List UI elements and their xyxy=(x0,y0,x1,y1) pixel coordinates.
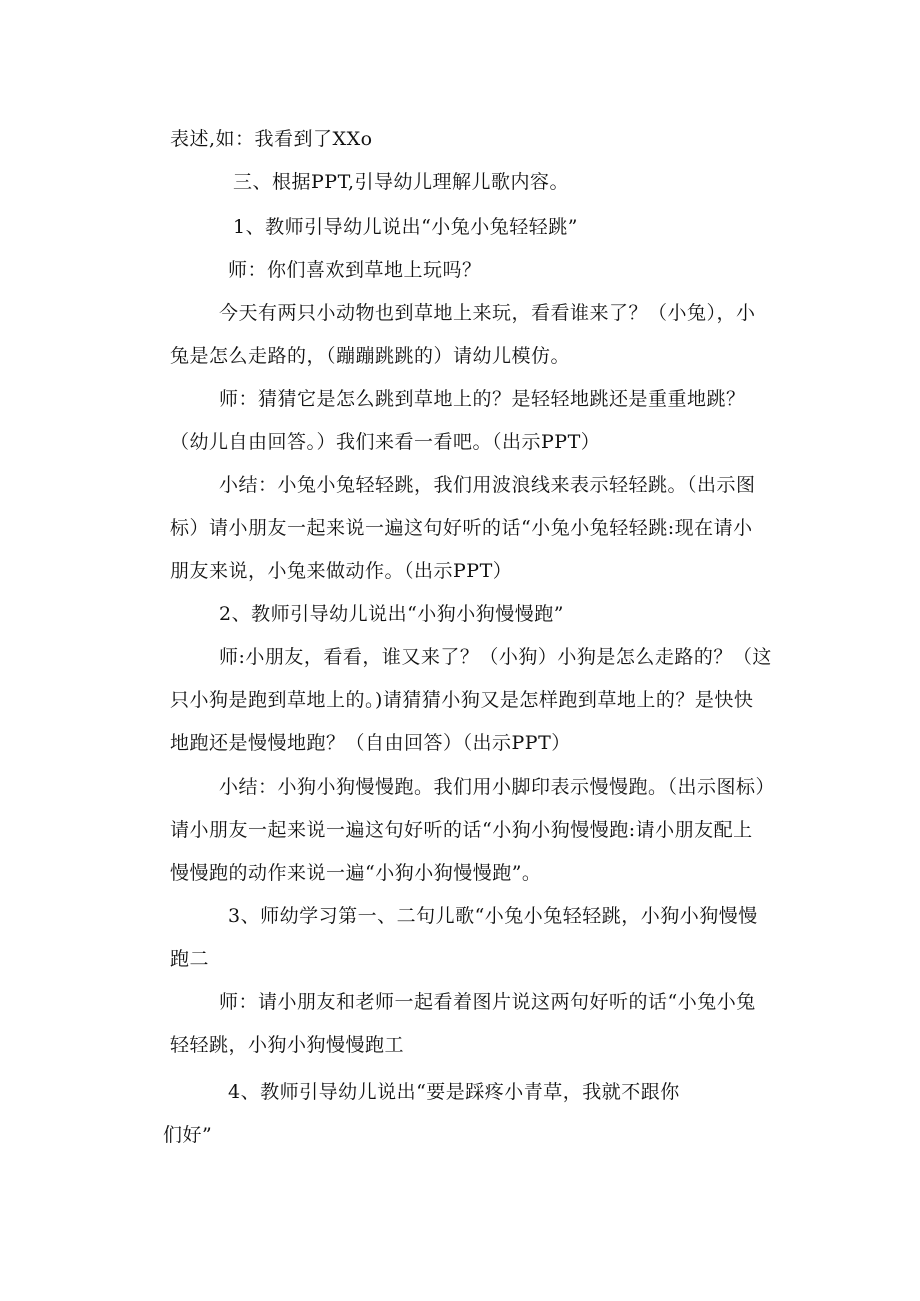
text-line-7: 师：猜猜它是怎么跳到草地上的？是轻轻地跳还是重重地跳？ xyxy=(219,388,746,410)
section-heading-3: 三、根据PPT,引导幼儿理解儿歌内容。 xyxy=(233,171,569,193)
text-line-9: 小结：小兔小兔轻轻跳，我们用波浪线来表示轻轻跳。（出示图 xyxy=(219,474,756,496)
text-line-14: 只小狗是跑到草地上的。)请猜猜小狗又是怎样跑到草地上的？是快快 xyxy=(170,689,754,711)
subheading-1: 1、教师引导幼儿说出“小兔小兔轻轻跳” xyxy=(233,216,579,238)
text-line-5: 今天有两只小动物也到草地上来玩，看看谁来了？（小兔），小 xyxy=(219,302,756,324)
text-line-4: 师：你们喜欢到草地上玩吗？ xyxy=(228,259,482,281)
text-line-6: 兔是怎么走路的，（蹦蹦跳跳的）请幼儿模仿。 xyxy=(170,345,571,367)
subheading-3: 3、师幼学习第一、二句儿歌“小兔小兔轻轻跳，小狗小狗慢慢 xyxy=(228,905,758,927)
text-line-1: 表述,如：我看到了XXo xyxy=(170,128,373,150)
subheading-2: 2、教师引导幼儿说出“小狗小狗慢慢跑” xyxy=(219,603,565,625)
text-line-18: 慢慢跑的动作来说一遍“小狗小狗慢慢跑”。 xyxy=(170,862,542,884)
text-line-17: 请小朋友一起来说一遍这句好听的话“小狗小狗慢慢跑:请小朋友配上 xyxy=(170,819,753,841)
text-line-15: 地跑还是慢慢地跑？（自由回答）（出示PPT） xyxy=(170,732,571,754)
text-line-22: 轻轻跳，小狗小狗慢慢跑工 xyxy=(170,1034,405,1056)
text-line-8: （幼儿自由回答。）我们来看一看吧。（出示PPT） xyxy=(170,431,601,453)
text-line-16: 小结：小狗小狗慢慢跑。我们用小脚印表示慢慢跑。（出示图标） xyxy=(219,776,776,798)
text-line-24: 们好” xyxy=(163,1124,213,1146)
text-line-21: 师：请小朋友和老师一起看着图片说这两句好听的话“小兔小兔 xyxy=(219,991,756,1013)
text-line-10: 标）请小朋友一起来说一遍这句好听的话“小兔小兔轻轻跳:现在请小 xyxy=(170,517,753,539)
text-line-13: 师:小朋友，看看，谁又来了？（小狗）小狗是怎么走路的？（这 xyxy=(219,646,772,668)
text-line-20: 跑二 xyxy=(170,948,210,970)
text-line-11: 朋友来说，小兔来做动作。（出示PPT） xyxy=(170,560,513,582)
subheading-4: 4、教师引导幼儿说出“要是踩疼小青草，我就不跟你 xyxy=(228,1081,680,1103)
